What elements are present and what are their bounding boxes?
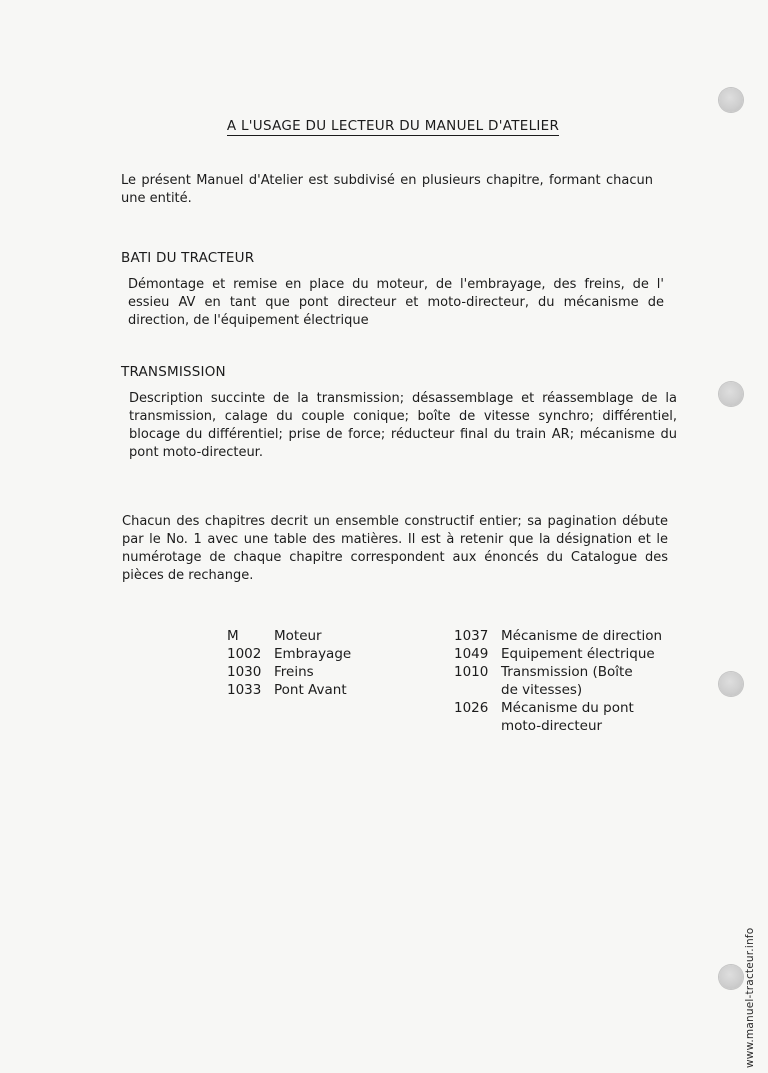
page-title [0,118,768,134]
chapter-row [454,645,674,663]
chapter-code: 1010 [454,664,489,680]
chapter-row [227,627,427,645]
chapter-name: Freins [274,664,314,680]
chapter-row [227,645,427,663]
chapter-row [227,681,427,699]
chapter-name: Equipement électrique [501,646,655,662]
chapter-name: Transmission (Boîte de vitesses) [501,664,633,698]
chapter-code: 1002 [227,646,262,662]
binder-hole-icon [719,672,743,696]
binder-hole-icon [719,382,743,406]
chapter-code: 1033 [227,682,262,698]
binder-hole-icon [719,88,743,112]
chapter-code: 1030 [227,664,262,680]
chapter-row [454,663,674,699]
section-heading-bati: BATI DU TRACTEUR [121,250,255,266]
page-title-text: A L'USAGE DU LECTEUR DU MANUEL D'ATELIER [226,118,560,134]
chapter-code: 1026 [454,700,489,716]
chapter-name: Embrayage [274,646,352,662]
chapter-name: Moteur [274,628,322,644]
chapter-name: Mécanisme du pont moto-directeur [501,700,634,734]
closing-paragraph: Chacun des chapitres decrit un ensemble constructif entier; sa pagination débute par le No. 1 avec une table des matières. Il est à retenir que la désignation et le numérotage de chaque chapitre correspondent aux énoncés du Catalogue des pièces de rechange. [122,514,668,583]
section-heading-transmission: TRANSMISSION [121,364,226,380]
chapter-name: Pont Avant [274,682,347,698]
section-text-transmission: Description succinte de la transmission; désassemblage et réassemblage de la transmission, calage du couple conique; boîte de vitesse synchro; différentiel, blocage du différentiel; prise de force; réducteur final du train AR; mécanisme du pont moto-directeur. [129,391,677,460]
chapter-list-left [227,627,427,699]
watermark-url: www.manuel-tracteur.info [744,927,756,1068]
chapter-row [454,699,674,735]
chapter-list-right [454,627,674,735]
binder-hole-icon [719,965,743,989]
chapter-code: 1049 [454,646,489,662]
chapter-code: 1037 [454,628,489,644]
chapter-code: M [227,628,239,644]
intro-paragraph: Le présent Manuel d'Atelier est subdivisé en plusieurs chapitre, formant chacun une entité. [121,173,653,206]
chapter-row [227,663,427,681]
chapter-row [454,627,674,645]
chapter-name: Mécanisme de direction [501,628,663,644]
section-text-bati: Démontage et remise en place du moteur, de l'embrayage, des freins, de l' essieu AV en tant que pont directeur et moto-directeur, du mécanisme de direction, de l'équipement électrique [128,277,664,328]
